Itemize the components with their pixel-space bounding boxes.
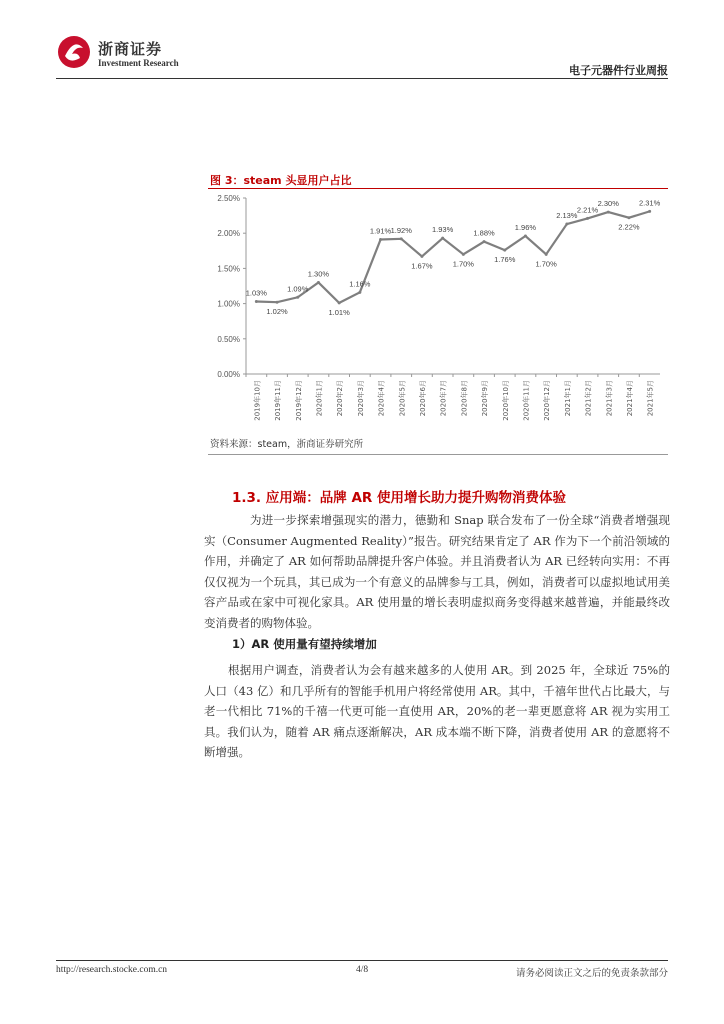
source-divider (208, 454, 668, 455)
figure-source: 资料来源：steam，浙商证券研究所 (210, 439, 364, 450)
logo-icon (56, 34, 92, 70)
data-point (379, 238, 382, 241)
brand-name: 浙商证券 (98, 40, 163, 58)
data-label: 1.02% (266, 307, 288, 317)
data-label: 1.30% (307, 269, 330, 279)
data-label: 1.16% (349, 279, 371, 289)
data-label: 1.93% (432, 225, 454, 235)
data-label: 2.30% (597, 199, 619, 209)
paragraph-intro: 为进一步探索增强现实的潜力，德勤和 Snap 联合发布了一份全球“消费者增强现实（Consumer Augmented Reality）”报告。研究结果肯定了 AR 作为下一个前沿领域的作用，并确定了 AR 如何帮助品牌提升客户体验。并且消费者认为 AR 已经转向实用：不再仅仅视为一个玩具，其已成为一个有意义的品牌参与工具，例如，消费者可以虚拟地试用美容产品或在家中可视化家具。AR 使用量的增长表明虚拟商务变得越来越普遍，并能最终改变消费者的购物体验。 (204, 513, 670, 630)
x-tick-label: 2021年5月 (646, 380, 655, 417)
data-label: 1.92% (390, 225, 412, 235)
x-tick-label: 2020年7月 (439, 380, 448, 417)
footer-url[interactable]: http://research.stocke.com.cn (56, 965, 168, 975)
y-tick-label: 0.00% (217, 370, 240, 379)
data-point (648, 210, 651, 213)
x-tick-label: 2019年12月 (294, 380, 303, 421)
x-tick-label: 2019年10月 (253, 380, 262, 421)
x-tick-label: 2020年9月 (481, 380, 490, 417)
brand-english: Investment Research (98, 58, 179, 68)
data-label: 2.22% (618, 222, 640, 232)
data-point (441, 237, 444, 240)
data-point (503, 249, 506, 252)
y-tick-label: 2.50% (217, 194, 240, 203)
data-point (462, 253, 465, 256)
header-divider (56, 78, 668, 79)
data-point (565, 223, 568, 226)
x-tick-label: 2020年10月 (501, 380, 510, 421)
y-tick-label: 0.50% (217, 334, 240, 344)
data-label: 1.88% (473, 228, 495, 238)
x-tick-label: 2021年3月 (605, 380, 614, 417)
y-tick-label: 2.00% (217, 229, 240, 239)
data-point (627, 216, 630, 219)
figure-title: 图 3：steam 头显用户占比 (210, 174, 352, 187)
footer-divider (56, 960, 668, 961)
data-point (420, 255, 423, 258)
data-point (607, 211, 610, 214)
data-label: 1.03% (245, 288, 267, 298)
y-tick-label: 1.50% (217, 264, 240, 274)
x-tick-label: 2020年5月 (398, 380, 407, 417)
data-point (255, 300, 258, 303)
data-point (586, 217, 589, 220)
page-number: 4/8 (356, 965, 369, 975)
data-point (296, 296, 299, 299)
data-label: 1.96% (514, 223, 537, 233)
data-label: 1.76% (494, 255, 516, 265)
data-label: 2.31% (639, 198, 661, 208)
x-tick-label: 2021年2月 (584, 380, 593, 417)
data-point (483, 240, 486, 243)
paragraph-usage: 根据用户调查，消费者认为会有越来越多的人使用 AR。到 2025 年，全球近 75%的人口（43 亿）和几乎所有的智能手机用户将经常使用 AR。其中，千禧年世代占比最大，与老一代相比 71%的千禧一代更可能一直使用 AR，20%的老一辈更愿意将 AR 视为实用工具。我们认为，随着 AR 痛点逐渐解决，AR 成本端不断下降，消费者使用 AR 的意愿将不断增强。 (204, 663, 670, 759)
footer-disclaimer: 请务必阅读正文之后的免责条款部分 (515, 968, 668, 979)
x-tick-label: 2020年4月 (377, 380, 386, 417)
x-tick-label: 2020年11月 (522, 380, 531, 421)
data-label: 1.70% (535, 259, 557, 269)
data-point (276, 301, 279, 304)
data-point (524, 235, 527, 238)
line-chart (208, 190, 668, 430)
x-tick-label: 2020年3月 (356, 380, 365, 417)
x-tick-label: 2021年1月 (563, 380, 572, 417)
figure-title-rule (208, 188, 668, 189)
data-label: 2.21% (576, 205, 599, 215)
section-title: 1.3. 应用端：品牌 AR 使用增长助力提升购物消费体验 (232, 490, 566, 506)
report-type: 电子元器件行业周报 (569, 64, 668, 77)
x-tick-label: 2020年6月 (418, 380, 427, 417)
x-tick-label: 2020年8月 (460, 380, 469, 417)
data-point (338, 301, 341, 304)
y-tick-label: 1.00% (217, 299, 240, 309)
x-tick-label: 2019年11月 (274, 380, 283, 421)
data-point (400, 237, 403, 240)
data-label: 1.91% (369, 226, 392, 236)
data-label: 1.01% (328, 307, 350, 317)
data-label: 1.67% (411, 261, 433, 271)
data-point (358, 291, 361, 294)
subheading: 1）AR 使用量有望持续增加 (232, 637, 377, 651)
chart-svg (208, 190, 668, 430)
data-point (545, 253, 548, 256)
x-tick-label: 2021年4月 (625, 380, 634, 417)
x-tick-label: 2020年2月 (336, 380, 345, 417)
data-label: 1.09% (287, 284, 309, 294)
data-label: 1.70% (452, 259, 474, 269)
x-tick-label: 2020年1月 (315, 380, 324, 417)
data-label: 2.13% (556, 211, 578, 221)
x-tick-label: 2020年12月 (543, 380, 552, 421)
data-point (317, 281, 320, 284)
